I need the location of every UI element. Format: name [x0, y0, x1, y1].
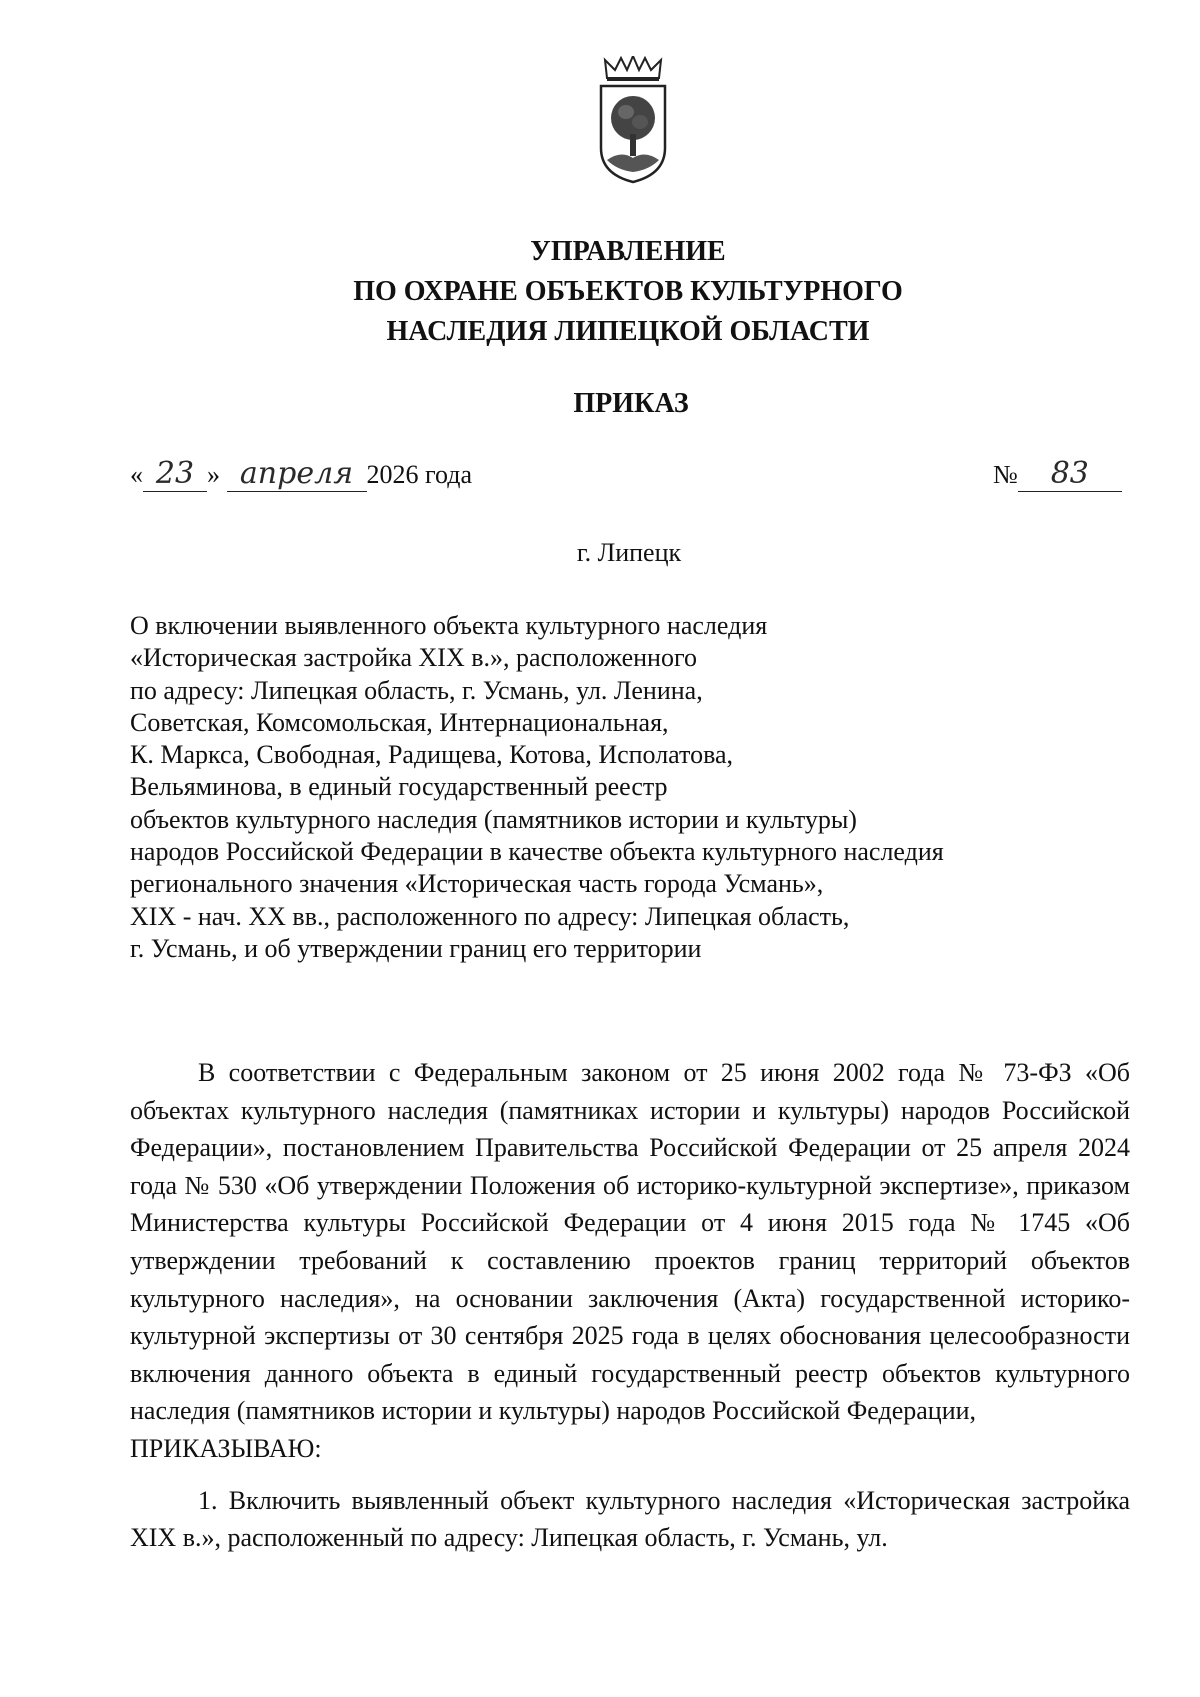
subject-line: XIX - нач. XX вв., расположенного по адресу: Липецкая область,	[130, 901, 850, 931]
subject-line: по адресу: Липецкая область, г. Усмань, ул. Ленина,	[130, 675, 703, 705]
order-body	[130, 1054, 1130, 1557]
date-year: 2026 года	[366, 460, 473, 489]
subject-line: О включении выявленного объекта культурного наследия	[130, 611, 768, 640]
document-type-title: ПРИКАЗ	[573, 388, 689, 419]
agency-name	[0, 232, 1200, 352]
agency-line: УПРАВЛЕНИЕ	[530, 236, 726, 267]
subject-line: Вельяминова, в единый государственный реестр	[130, 772, 668, 802]
subject-line: К. Маркса, Свободная, Радищева, Котова, Исполатова,	[130, 740, 734, 770]
item-1-paragraph: 1. Включить выявленный объект культурного наследия «Историческая застройка XIX в.», расположенный по адресу: Липецкая область, г. Усмань, ул.	[130, 1485, 1130, 1553]
preamble-paragraph	[130, 1054, 1130, 1468]
preamble-text: В соответствии с Федеральным законом от 25 июня 2002 года № 73-ФЗ «Об объектах культурного наследия (памятниках истории и культуры) народов Российской Федерации», постановлением Правительства Российской Федерации от 25 апреля 2024 года № 530 «Об утверждении Положения об историко-культурной экспертизе», приказом Министерства культуры Российской Федерации от 4 июня 2015 года № 1745 «Об утверждении требований к составлению проектов границ территорий объектов культурного наследия», на основании заключения (Акта) государственной историко-культурной экспертизы от 30 сентября 2025 года в целях обоснования целесообразности включения данного объекта в единый государственный реестр объектов культурного наследия (памятников истории и культуры) народов Российской Федерации,	[130, 1058, 1130, 1426]
subject-line: регионального значения «Историческая часть города Усмань»,	[130, 869, 824, 899]
subject-line: народов Российской Федерации в качестве объекта культурного наследия	[130, 837, 944, 867]
handwritten-number: 83	[1018, 457, 1122, 492]
order-subject	[130, 610, 1130, 965]
handwritten-day: 23	[143, 457, 207, 492]
agency-line: НАСЛЕДИЯ ЛИПЕЦКОЙ ОБЛАСТИ	[386, 316, 870, 347]
subject-line: «Историческая застройка XIX в.», расположенного	[130, 643, 697, 673]
handwritten-month: апреля	[227, 457, 367, 492]
subject-line: объектов культурного наследия (памятников истории и культуры)	[130, 804, 857, 834]
subject-line: Советская, Комсомольская, Интернациональная,	[130, 707, 669, 737]
city-of-issue: г. Липецк	[576, 538, 682, 567]
date-open-quote: «	[130, 460, 143, 489]
date-close-quote: »	[207, 460, 220, 489]
decree-word: ПРИКАЗЫВАЮ:	[130, 1433, 322, 1463]
order-number	[993, 452, 1122, 498]
number-label: №	[993, 460, 1018, 489]
order-date	[130, 452, 472, 498]
agency-line: ПО ОХРАНЕ ОБЪЕКТОВ КУЛЬТУРНОГО	[353, 276, 903, 307]
subject-line: г. Усмань, и об утверждении границ его территории	[130, 933, 702, 963]
coat-of-arms-emblem	[593, 56, 673, 184]
